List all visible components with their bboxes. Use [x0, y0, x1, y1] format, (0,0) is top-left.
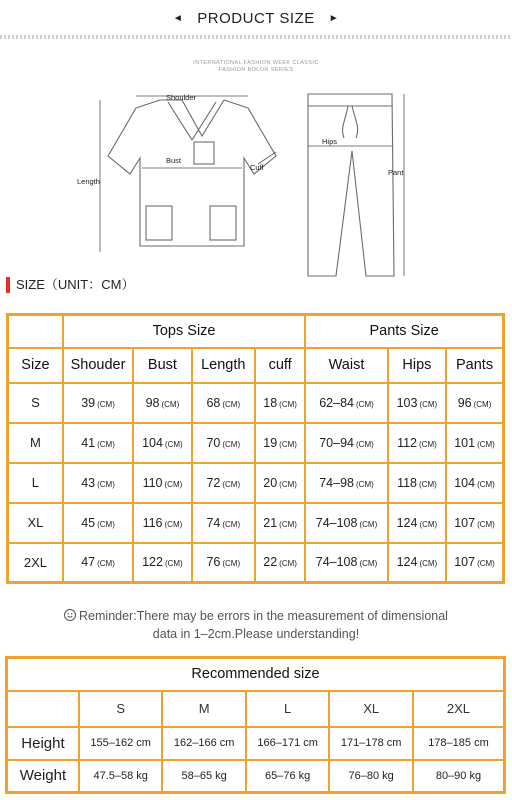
bust-cell: [133, 503, 191, 543]
length-value: 72: [206, 475, 221, 490]
chest-pocket: [194, 142, 214, 164]
smiley-icon: [64, 609, 76, 621]
hips-cell: [388, 423, 446, 463]
weight-m: 58–65 kg: [162, 760, 246, 793]
length-value: 76: [206, 555, 221, 570]
arrow-right-icon: ►: [328, 13, 340, 24]
unit-label: (CM): [419, 559, 438, 569]
hips-cell: [388, 383, 446, 423]
unit-label: (CM): [164, 439, 183, 449]
recommended-size-2xl: 2XL: [413, 691, 505, 727]
product-size-heading: [0, 10, 512, 27]
table-column-header-row: [8, 348, 504, 383]
page-header: [0, 0, 512, 44]
recommended-size-l: L: [246, 691, 330, 727]
unit-label: (CM): [97, 479, 115, 489]
table-row: [8, 463, 504, 503]
cuff-value: 19: [263, 435, 278, 450]
pants-value: 104: [454, 475, 476, 490]
label-pant: Pant: [388, 168, 404, 177]
product-size-title: PRODUCT SIZE: [197, 10, 315, 27]
size-label-cell: M: [8, 423, 63, 463]
unit-label: (CM): [97, 399, 115, 409]
shoulder-cell: [63, 543, 133, 583]
tops-size-header: Tops Size: [63, 315, 305, 348]
height-s: 155–162 cm: [79, 727, 163, 760]
waist-value: 74–108: [315, 555, 358, 570]
size-label-cell: L: [8, 463, 63, 503]
hips-value: 124: [396, 515, 418, 530]
unit-label: (CM): [164, 559, 183, 569]
height-l: 166–171 cm: [246, 727, 330, 760]
recommended-weight-row: [7, 760, 505, 793]
length-cell: [192, 463, 255, 503]
bust-cell: [133, 543, 191, 583]
waist-value: 62–84: [319, 395, 354, 410]
recommended-size-s: S: [79, 691, 163, 727]
shoulder-value: 43: [81, 475, 96, 490]
shoulder-value: 39: [81, 395, 96, 410]
unit-label: (CM): [279, 559, 297, 569]
unit-label: (CM): [419, 439, 437, 449]
measurement-reminder: [0, 607, 512, 643]
unit-label: (CM): [222, 519, 241, 529]
column-header-waist: Waist: [305, 348, 387, 383]
pants-cell: [446, 543, 503, 583]
unit-label: (CM): [279, 399, 297, 409]
table-row: [8, 423, 504, 463]
unit-label: (CM): [97, 439, 115, 449]
pants-value: 107: [454, 515, 476, 530]
shoulder-cell: [63, 383, 133, 423]
bust-value: 98: [145, 395, 160, 410]
waist-cell: [305, 543, 387, 583]
length-value: 74: [206, 515, 221, 530]
size-chart-table: [6, 313, 505, 584]
table-row: [8, 383, 504, 423]
length-cell: [192, 503, 255, 543]
table-group-header-row: [8, 315, 504, 348]
unit-label: (CM): [279, 519, 297, 529]
shoulder-value: 47: [81, 555, 96, 570]
weight-label: Weight: [7, 760, 79, 793]
shoulder-cell: [63, 463, 133, 503]
label-shoulder: Shoulder: [166, 93, 197, 102]
recommended-size-m: M: [162, 691, 246, 727]
length-cell: [192, 383, 255, 423]
table-row: [8, 503, 504, 543]
unit-label: (CM): [419, 519, 438, 529]
length-cell: [192, 543, 255, 583]
empty-corner-cell: [8, 315, 63, 348]
unit-label: (CM): [279, 479, 297, 489]
pants-drawstring: [343, 106, 358, 138]
unit-label: (CM): [473, 399, 492, 409]
height-2xl: 178–185 cm: [413, 727, 505, 760]
right-pocket: [210, 206, 236, 240]
label-cuff: Cuff: [250, 163, 264, 172]
scrub-pants-outline: [308, 94, 394, 276]
height-xl: 171–178 cm: [329, 727, 413, 760]
pants-value: 107: [454, 555, 476, 570]
pants-cell: [446, 463, 503, 503]
recommended-size-table: [5, 656, 506, 794]
unit-label: (CM): [477, 439, 495, 449]
empty-corner-cell: [7, 691, 79, 727]
table-row: [8, 543, 504, 583]
reminder-line-1: [0, 607, 512, 625]
cuff-cell: [255, 383, 305, 423]
waist-cell: [305, 463, 387, 503]
column-header-hips: Hips: [388, 348, 446, 383]
column-header-cuff: cuff: [255, 348, 305, 383]
bust-cell: [133, 383, 191, 423]
unit-label: (CM): [359, 519, 378, 529]
unit-label: (CM): [222, 559, 241, 569]
weight-2xl: 80–90 kg: [413, 760, 505, 793]
unit-label: (CM): [477, 519, 495, 529]
bust-value: 110: [142, 475, 163, 490]
hips-value: 103: [396, 395, 418, 410]
header-divider: [0, 35, 512, 39]
waist-value: 74–108: [315, 515, 358, 530]
shoulder-value: 41: [81, 435, 96, 450]
weight-xl: 76–80 kg: [329, 760, 413, 793]
hips-cell: [388, 503, 446, 543]
pants-size-header: Pants Size: [305, 315, 503, 348]
cuff-cell: [255, 543, 305, 583]
column-header-length: Length: [192, 348, 255, 383]
bust-cell: [133, 423, 191, 463]
column-header-shoulder: Shouder: [63, 348, 133, 383]
hips-value: 112: [397, 435, 417, 450]
waist-value: 74–98: [319, 475, 354, 490]
shoulder-cell: [63, 503, 133, 543]
label-hips: Hips: [322, 137, 338, 146]
pants-cell: [446, 423, 503, 463]
size-label-cell: 2XL: [8, 543, 63, 583]
caption-line-2: FASHION BOLOR SERIES: [218, 67, 294, 73]
size-label-cell: XL: [8, 503, 63, 543]
recommended-title: Recommended size: [7, 658, 505, 691]
unit-label: (CM): [164, 519, 183, 529]
column-header-pants: Pants: [446, 348, 503, 383]
pants-value: 96: [457, 395, 472, 410]
unit-label: (CM): [222, 399, 241, 409]
length-cell: [192, 423, 255, 463]
bust-value: 104: [142, 435, 163, 450]
cuff-cell: [255, 423, 305, 463]
unit-label: (CM): [279, 439, 297, 449]
caption-line-1: INTERNATIONAL FASHION WEEK CLASSIC: [193, 60, 319, 66]
waist-cell: [305, 383, 387, 423]
cuff-value: 20: [263, 475, 278, 490]
scrub-top-neckline: [168, 102, 216, 140]
hips-cell: [388, 463, 446, 503]
recommended-height-row: [7, 727, 505, 760]
left-pocket: [146, 206, 172, 240]
accent-bar: [6, 277, 10, 293]
pants-value: 101: [454, 435, 476, 450]
pants-cell: [446, 503, 503, 543]
hips-value: 124: [396, 555, 418, 570]
unit-label: (CM): [356, 479, 374, 489]
bust-value: 116: [142, 515, 163, 530]
column-header-size: Size: [8, 348, 63, 383]
unit-label: (CM): [161, 399, 180, 409]
recommended-size-header-row: [7, 691, 505, 727]
size-table-body: [8, 383, 504, 583]
shoulder-cell: [63, 423, 133, 463]
garment-illustration: [0, 56, 512, 278]
weight-l: 65–76 kg: [246, 760, 330, 793]
cuff-cell: [255, 503, 305, 543]
bust-cell: [133, 463, 191, 503]
waist-value: 70–94: [319, 435, 354, 450]
shoulder-value: 45: [81, 515, 96, 530]
unit-label: (CM): [164, 479, 183, 489]
cuff-value: 22: [263, 555, 278, 570]
length-value: 70: [206, 435, 221, 450]
cuff-cell: [255, 463, 305, 503]
scrub-top-outline: [108, 100, 276, 246]
hips-value: 118: [397, 475, 417, 490]
label-length: Length: [77, 177, 100, 186]
unit-label: (CM): [222, 479, 241, 489]
label-bust: Bust: [166, 156, 182, 165]
unit-label: (CM): [97, 559, 115, 569]
reminder-text-1: Reminder:There may be errors in the measurement of dimensional: [79, 609, 448, 623]
arrow-left-icon: ◄: [172, 13, 184, 24]
pants-cell: [446, 383, 503, 423]
unit-label: (CM): [356, 399, 374, 409]
weight-s: 47.5–58 kg: [79, 760, 163, 793]
recommended-title-row: [7, 658, 505, 691]
unit-label: (CM): [477, 479, 495, 489]
cuff-value: 21: [263, 515, 278, 530]
length-value: 68: [206, 395, 221, 410]
unit-label: (CM): [356, 439, 374, 449]
waist-cell: [305, 503, 387, 543]
unit-label: (CM): [97, 519, 115, 529]
unit-label: (CM): [419, 399, 438, 409]
unit-label: (CM): [477, 559, 495, 569]
bust-value: 122: [142, 555, 163, 570]
recommended-size-xl: XL: [329, 691, 413, 727]
waist-cell: [305, 423, 387, 463]
unit-label: (CM): [419, 479, 437, 489]
size-label-cell: S: [8, 383, 63, 423]
reminder-line-2: data in 1–2cm.Please understanding!: [152, 627, 360, 641]
hips-cell: [388, 543, 446, 583]
column-header-bust: Bust: [133, 348, 191, 383]
height-label: Height: [7, 727, 79, 760]
size-section-title: SIZE（UNIT：CM）: [16, 277, 135, 292]
cuff-value: 18: [263, 395, 278, 410]
height-m: 162–166 cm: [162, 727, 246, 760]
unit-label: (CM): [359, 559, 378, 569]
unit-label: (CM): [222, 439, 241, 449]
